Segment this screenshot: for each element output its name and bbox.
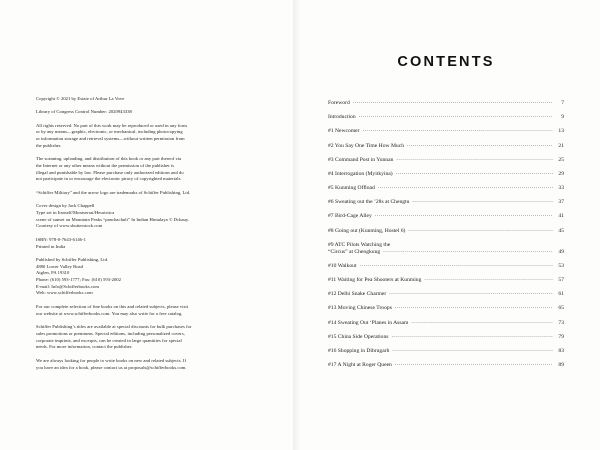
text-line: Web: www.schifferbooks.com bbox=[36, 290, 93, 296]
toc-entry[interactable] bbox=[328, 171, 564, 178]
toc-entry[interactable] bbox=[328, 143, 564, 150]
table-of-contents bbox=[328, 100, 564, 369]
text-line: illegal and punishable by law. Please purchase only authorized editions and do bbox=[36, 169, 184, 175]
toc-page-number: 49 bbox=[558, 248, 564, 255]
text-line: Schiffer Publishing’s titles are available at special discounts for bulk purchases for bbox=[36, 324, 192, 330]
toc-entry[interactable] bbox=[328, 199, 564, 206]
copyright-block-publisher bbox=[36, 257, 272, 297]
toc-leader-dots bbox=[408, 229, 553, 234]
copyright-block-bulk bbox=[36, 324, 272, 351]
toc-entry[interactable] bbox=[328, 185, 564, 192]
text-line: Library of Congress Control Number: 2020943338 bbox=[36, 109, 132, 115]
copyright-block-submissions bbox=[36, 358, 272, 371]
toc-entry-label: #8 Going out (Kunming, Hostel 6) bbox=[328, 227, 406, 234]
text-line: Type set in Itsnself/Montserrat/Heuristica bbox=[36, 209, 115, 215]
toc-page-number: 13 bbox=[558, 128, 564, 135]
toc-page-number: 33 bbox=[558, 185, 564, 192]
toc-entry-label: #13 Moving Chinese Troops bbox=[328, 305, 392, 312]
toc-entry-label: Introduction bbox=[328, 114, 356, 121]
toc-page-number: 73 bbox=[558, 319, 564, 326]
toc-page-number: 25 bbox=[558, 156, 564, 163]
toc-page-number: 57 bbox=[558, 277, 564, 284]
text-line: Phone: (610) 593-1777; Fax: (610) 593-2002 bbox=[36, 277, 121, 283]
toc-page-number: 29 bbox=[558, 170, 564, 177]
toc-entry-label: #10 Walkout bbox=[328, 262, 357, 269]
toc-page-number: 7 bbox=[561, 100, 564, 106]
toc-entry-label: #7 Bird-Cage Alley bbox=[328, 213, 372, 220]
toc-entry[interactable] bbox=[328, 213, 564, 220]
contents-page bbox=[300, 0, 600, 450]
toc-leader-dots bbox=[412, 200, 553, 205]
text-line: or information storage and retrieval systems—without written permission from bbox=[36, 135, 185, 141]
toc-page-number: 89 bbox=[558, 362, 564, 369]
text-line: For our complete selection of fine books on this and related subjects, please visit bbox=[36, 304, 189, 310]
toc-leader-dots bbox=[396, 158, 553, 163]
toc-entry[interactable] bbox=[328, 228, 564, 235]
toc-leader-dots bbox=[360, 264, 553, 269]
toc-page-number: 53 bbox=[558, 262, 564, 269]
toc-entry[interactable] bbox=[328, 320, 564, 327]
toc-leader-dots bbox=[407, 144, 553, 149]
toc-entry[interactable] bbox=[328, 100, 564, 107]
text-line: you have an idea for a book, please contact us at proposals@schifferbooks.com. bbox=[36, 364, 187, 370]
text-line: needs. For more information, contact the publisher. bbox=[36, 344, 133, 350]
text-line: our website at www.schifferbooks.com. You may also write for a free catalog. bbox=[36, 310, 183, 316]
toc-leader-dots bbox=[359, 115, 553, 120]
text-line: Copyright © 2021 by Estate of Arthur La Vove bbox=[36, 96, 125, 101]
toc-entry-label-continued: “Circus” at Chengkung bbox=[328, 248, 381, 255]
toc-page-number: 9 bbox=[561, 114, 564, 121]
toc-leader-dots bbox=[378, 186, 553, 191]
toc-leader-dots bbox=[383, 250, 553, 255]
text-line: Cover design by Jack Chappell bbox=[36, 203, 95, 209]
text-line: corporate imprints, and excerpts, can be created in large quantities for special bbox=[36, 337, 182, 343]
copyright-block-design bbox=[36, 203, 272, 230]
text-line: Printed in India bbox=[36, 243, 66, 249]
toc-page-number: 83 bbox=[558, 347, 564, 354]
toc-entry-label: #1 Newcomer bbox=[328, 128, 360, 135]
toc-entry[interactable] bbox=[328, 157, 564, 164]
toc-page-number: 37 bbox=[558, 199, 564, 206]
toc-entry[interactable] bbox=[328, 263, 564, 270]
toc-page-number: 45 bbox=[558, 227, 564, 234]
toc-leader-dots bbox=[395, 363, 553, 368]
toc-entry-label: #14 Sweating Out ‘Planes in Assam bbox=[328, 319, 409, 326]
toc-entry-label: #9 ATC Pilots Watching the bbox=[328, 241, 391, 248]
copyright-block-trademark bbox=[36, 190, 272, 196]
copyright-block-catalog bbox=[36, 304, 272, 317]
toc-leader-dots bbox=[396, 172, 553, 177]
toc-leader-dots bbox=[424, 278, 553, 283]
toc-entry-label: #4 Interrogation (Myitkyina) bbox=[328, 170, 393, 177]
copyright-block-isbn bbox=[36, 237, 272, 250]
toc-entry-label: #11 Waiting for Pea Shooters at Kunming bbox=[328, 277, 422, 284]
text-line: Atglen, PA 19310 bbox=[36, 270, 70, 276]
text-line: not participate in or encourage the electronic piracy of copyrighted materials. bbox=[36, 176, 182, 182]
toc-page-number: 65 bbox=[558, 305, 564, 312]
text-line: All rights reserved. No part of this work may be reproduced or used in any form bbox=[36, 122, 187, 128]
toc-entry-label: #2 You Say One Time How Much bbox=[328, 142, 404, 149]
toc-leader-dots bbox=[391, 335, 553, 340]
toc-page-number: 21 bbox=[558, 142, 564, 149]
toc-entry-label: #15 China Side Operations bbox=[328, 333, 389, 340]
text-line: ISBN: 978-0-7643-6146-1 bbox=[36, 236, 86, 242]
text-line: Courtesy of www.shutterstock.com bbox=[36, 223, 103, 229]
toc-entry[interactable] bbox=[328, 362, 564, 369]
text-line: sales promotions or premiums. Special editions, including personalized covers, bbox=[36, 331, 185, 337]
toc-entry-label: #3 Command Post in Yunnan bbox=[328, 156, 394, 163]
toc-page-number: 41 bbox=[558, 213, 564, 220]
toc-leader-dots bbox=[411, 321, 553, 326]
toc-leader-dots bbox=[389, 292, 553, 297]
text-line: the Internet or any other means without the permission of the publisher is bbox=[36, 162, 175, 168]
toc-entry[interactable] bbox=[328, 242, 564, 256]
text-line: “Schiffer Military” and the arrow logo are trademarks of Schiffer Publishing, Ltd. bbox=[36, 189, 191, 195]
toc-leader-dots bbox=[363, 129, 553, 134]
toc-entry[interactable] bbox=[328, 348, 564, 355]
text-line: Published by Schiffer Publishing, Ltd. bbox=[36, 257, 109, 263]
toc-entry[interactable] bbox=[328, 128, 564, 135]
toc-leader-dots bbox=[392, 349, 553, 354]
toc-entry-label: #12 Delhi Snake Charmer bbox=[328, 291, 387, 298]
toc-entry-label: #16 Shopping in Dibrugarh bbox=[328, 347, 390, 354]
toc-entry[interactable] bbox=[328, 277, 564, 284]
text-line: or by any means—graphic, electronic, or mechanical, including photocopying bbox=[36, 129, 183, 135]
toc-entry-label: Foreword bbox=[328, 100, 350, 106]
page-title: CONTENTS bbox=[397, 54, 495, 70]
toc-entry[interactable] bbox=[328, 114, 564, 121]
toc-page-number: 79 bbox=[558, 333, 564, 340]
text-line: The scanning, uploading, and distribution of this book or any part thereof via bbox=[36, 156, 182, 162]
toc-leader-dots bbox=[353, 101, 553, 106]
text-line: 4880 Lower Valley Road bbox=[36, 263, 83, 269]
text-line: We are always looking for people to write books on new and related subjects. If bbox=[36, 358, 187, 364]
toc-entry-label: #6 Sweating out the ’28s at Chengtu bbox=[328, 199, 410, 206]
copyright-block-piracy bbox=[36, 156, 272, 183]
toc-entry-label: #17 A Night at Roger Queen bbox=[328, 362, 392, 369]
text-line: E-mail: Info@Schifferbooks.com bbox=[36, 283, 99, 289]
copyright-block-lccn bbox=[36, 109, 272, 115]
text-line: scene of sunset on Mountain Peaks “panchachuli” In Indian Himalaya © Dchauy. bbox=[36, 216, 190, 222]
toc-entry-label: #5 Kunming Offload bbox=[328, 185, 375, 192]
copyright-block-rights bbox=[36, 123, 272, 150]
copyright-blocks bbox=[36, 96, 272, 371]
toc-entry[interactable] bbox=[328, 291, 564, 298]
toc-leader-dots bbox=[375, 214, 553, 219]
copyright-block-copyright bbox=[36, 96, 272, 102]
toc-page-number: 61 bbox=[558, 291, 564, 298]
toc-leader-dots bbox=[395, 306, 553, 311]
toc-entry[interactable] bbox=[328, 334, 564, 341]
toc-entry[interactable] bbox=[328, 305, 564, 312]
text-line: the publisher. bbox=[36, 142, 62, 148]
